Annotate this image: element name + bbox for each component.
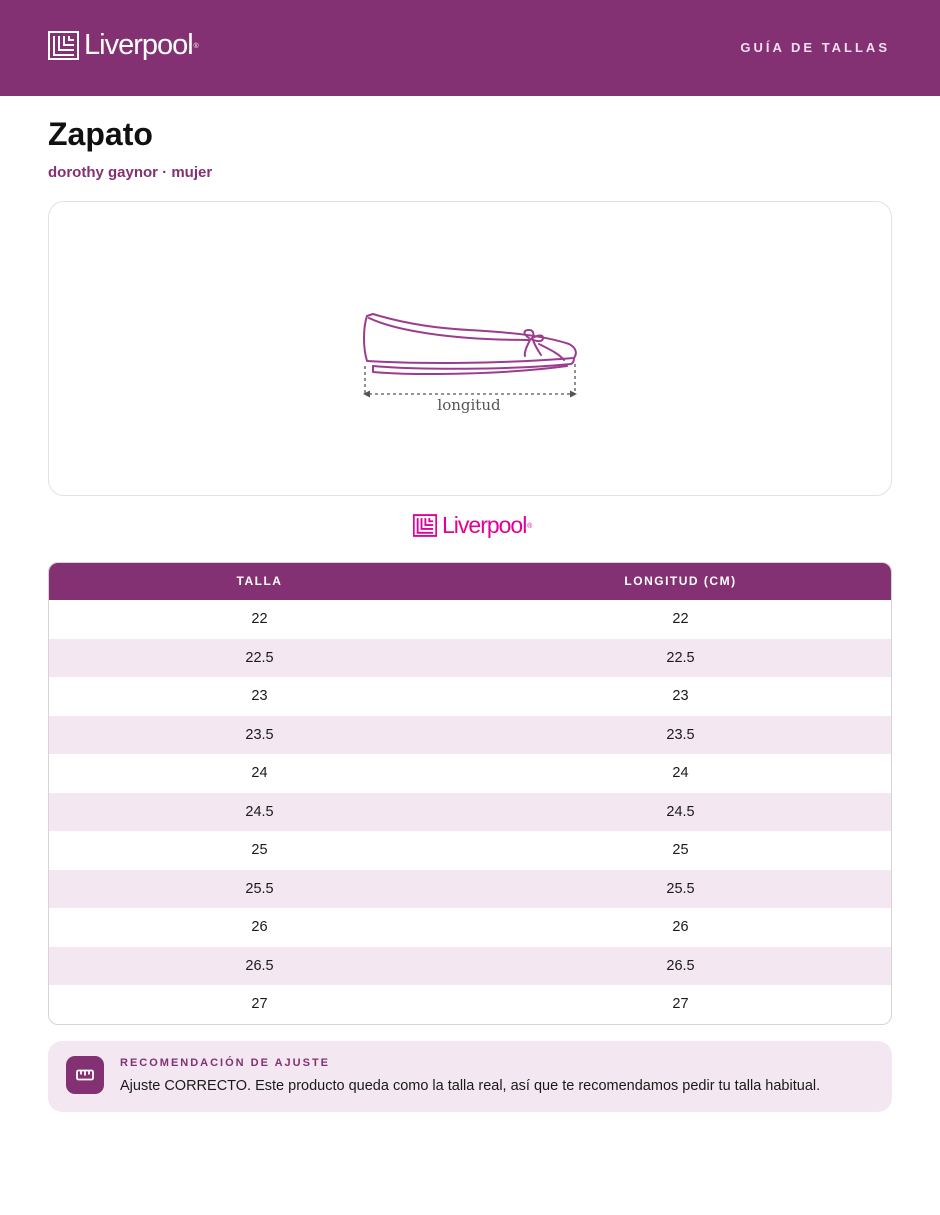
table-row (49, 754, 891, 793)
size-cell: 22.5 (245, 649, 274, 666)
length-cell: 26.5 (666, 957, 695, 974)
length-cell: 22.5 (666, 649, 695, 666)
liverpool-logo-secondary (413, 512, 533, 538)
size-cell: 23 (251, 688, 268, 704)
table-row (49, 793, 891, 832)
length-cell: 24.5 (666, 803, 695, 820)
length-cell: 22 (672, 611, 689, 627)
table-row (49, 947, 891, 986)
size-cell: 26.5 (245, 957, 274, 974)
table-row (49, 639, 891, 678)
length-cell: 25.5 (666, 880, 695, 897)
liverpool-logo[interactable] (48, 29, 199, 61)
table-row (49, 716, 891, 755)
length-cell: 27 (672, 996, 689, 1012)
length-cell: 26 (672, 919, 689, 935)
size-table-header (49, 563, 891, 600)
ruler-icon (66, 1056, 104, 1094)
top-bar (0, 0, 940, 96)
size-cell: 24.5 (245, 803, 274, 820)
recommendation-title: RECOMENDACIÓN DE AJUSTE (120, 1057, 330, 1069)
size-cell: 27 (251, 996, 268, 1012)
table-row (49, 870, 891, 909)
length-cell: 25 (672, 842, 689, 858)
size-cell: 25.5 (245, 880, 274, 897)
table-row (49, 677, 891, 716)
ballet-flat-shoe-icon (359, 308, 579, 400)
liverpool-logo-mark-icon (48, 31, 79, 60)
column-header-size: TALLA (236, 574, 283, 588)
size-cell: 22 (251, 611, 268, 627)
page-title: Zapato (48, 116, 153, 152)
length-cell: 23 (672, 688, 689, 704)
length-cell: 23.5 (666, 726, 695, 743)
recommendation-text: Ajuste CORRECTO. Este producto queda como la talla real, así que te recomendamos pedir tu talla habitual. (120, 1078, 821, 1094)
size-guide-label: GUÍA DE TALLAS (740, 40, 890, 55)
table-row (49, 831, 891, 870)
shoe-measure-figure (48, 201, 892, 496)
size-cell: 26 (251, 919, 268, 935)
column-header-length: LONGITUD (CM) (624, 574, 737, 588)
fit-recommendation (48, 1041, 892, 1112)
length-measure-label: longitud (437, 396, 501, 414)
liverpool-wordmark: Liverpool ® (84, 29, 199, 61)
size-table (48, 562, 892, 1025)
liverpool-logo-mark-icon (413, 514, 437, 537)
size-cell: 25 (251, 842, 268, 858)
product-subtitle: dorothy gaynor · mujer (48, 164, 213, 181)
table-row (49, 985, 891, 1024)
length-cell: 24 (672, 765, 689, 781)
size-cell: 23.5 (245, 726, 274, 743)
size-table-body (49, 600, 891, 1024)
table-row (49, 600, 891, 639)
liverpool-wordmark: Liverpool ® (442, 512, 533, 538)
table-row (49, 908, 891, 947)
size-cell: 24 (251, 765, 268, 781)
